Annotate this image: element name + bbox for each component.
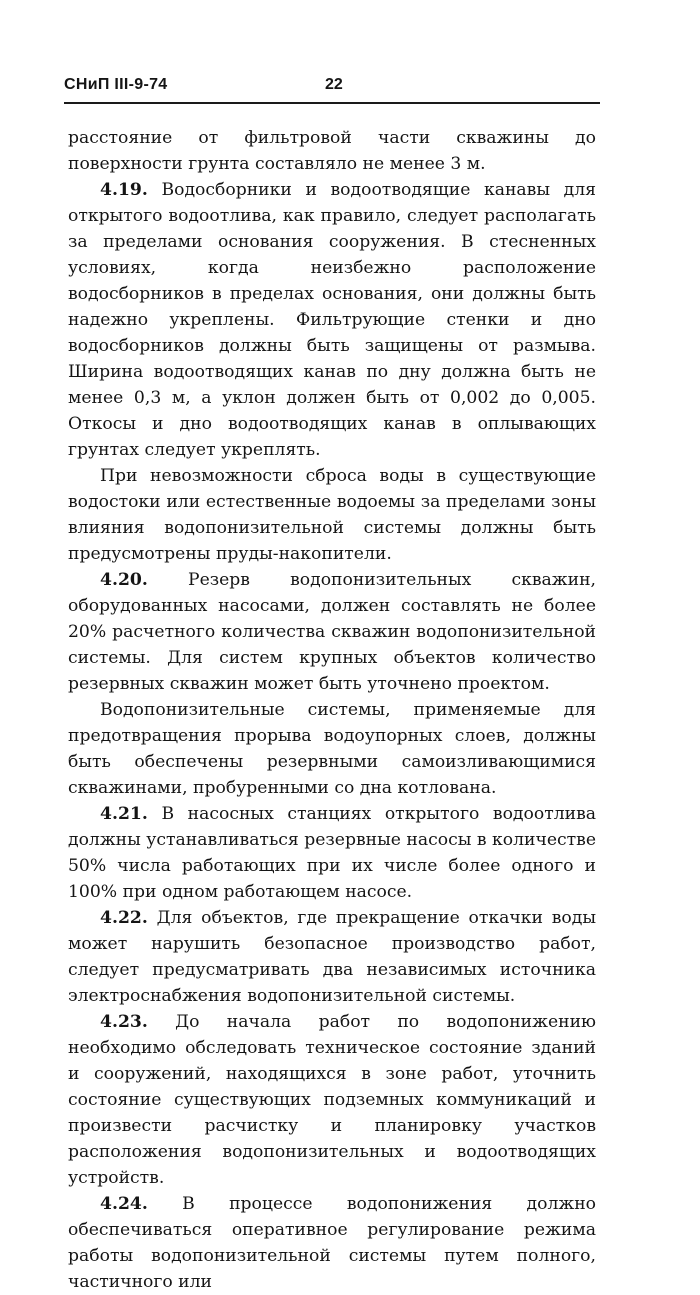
page-header xyxy=(64,76,600,104)
paragraph-text: До начала работ по водопонижению необходимо обследовать техническое состояние зданий и сооружений, находящихся в зоне работ, уточнить состояние существующих подземных коммуникаций и произвести расчистку и планировку участков расположения водопонизительных и водоотводящих устройств. xyxy=(68,1012,596,1188)
clause-4-23 xyxy=(68,1009,596,1191)
paragraph-text: Резерв водопонизительных скважин, оборудованных насосами, должен составлять не более 20% расчетного количества скважин водопонизительной системы. Для систем крупных объектов количество резервных скважин может быть уточнено проектом. xyxy=(68,570,596,694)
paragraph-text: Для объектов, где прекращение откачки воды может нарушить безопасное производство работ, следует предусматривать два независимых источника электроснабжения водопонизительной системы. xyxy=(68,908,596,1006)
paragraph-text: В процессе водопонижения должно обеспечиваться оперативное регулирование режима работы водопонизительной системы путем полного, частичного или xyxy=(68,1194,596,1292)
clause-number: 4.21. xyxy=(100,804,148,824)
clause-4-22 xyxy=(68,905,596,1009)
paragraph xyxy=(68,463,596,567)
clause-number: 4.19. xyxy=(100,180,148,200)
body-text xyxy=(68,125,596,1295)
clause-4-24 xyxy=(68,1191,596,1295)
paragraph-text: расстояние от фильтровой части скважины до поверхности грунта составляло не менее 3 м. xyxy=(68,128,596,174)
clause-4-20 xyxy=(68,567,596,697)
clause-4-19 xyxy=(68,177,596,463)
clause-number: 4.23. xyxy=(100,1012,148,1032)
page-number: 22 xyxy=(325,76,343,93)
clause-4-21 xyxy=(68,801,596,905)
clause-number: 4.22. xyxy=(100,908,148,928)
paragraph xyxy=(68,697,596,801)
paragraph-text: При невозможности сброса воды в существующие водостоки или естественные водоемы за пределами зоны влияния водопонизительной системы должны быть предусмотрены пруды-накопители. xyxy=(68,466,596,564)
clause-number: 4.20. xyxy=(100,570,148,590)
clause-number: 4.24. xyxy=(100,1194,148,1214)
document-id: СНиП III-9-74 xyxy=(64,76,168,93)
paragraph-text: Водосборники и водоотводящие канавы для открытого водоотлива, как правило, следует располагать за пределами основания сооружения. В стесненных условиях, когда неизбежно расположение водосборников в пределах основания, они должны быть надежно укреплены. Фильтрующие стенки и дно водосборников должны быть защищены от размыва. Ширина водоотводящих канав по дну должна быть не менее 0,3 м, а уклон должен быть от 0,002 до 0,005. Откосы и дно водоотводящих канав в оплывающих грунтах следует укреплять. xyxy=(68,180,596,460)
paragraph-text: Водопонизительные системы, применяемые для предотвращения прорыва водоупорных слоев, должны быть обеспечены резервными самоизливающимися скважинами, пробуренными со дна котлована. xyxy=(68,700,596,798)
paragraph xyxy=(68,125,596,177)
paragraph-text: В насосных станциях открытого водоотлива должны устанавливаться резервные насосы в количестве 50% числа работающих при их числе более одного и 100% при одном работающем насосе. xyxy=(68,804,597,902)
